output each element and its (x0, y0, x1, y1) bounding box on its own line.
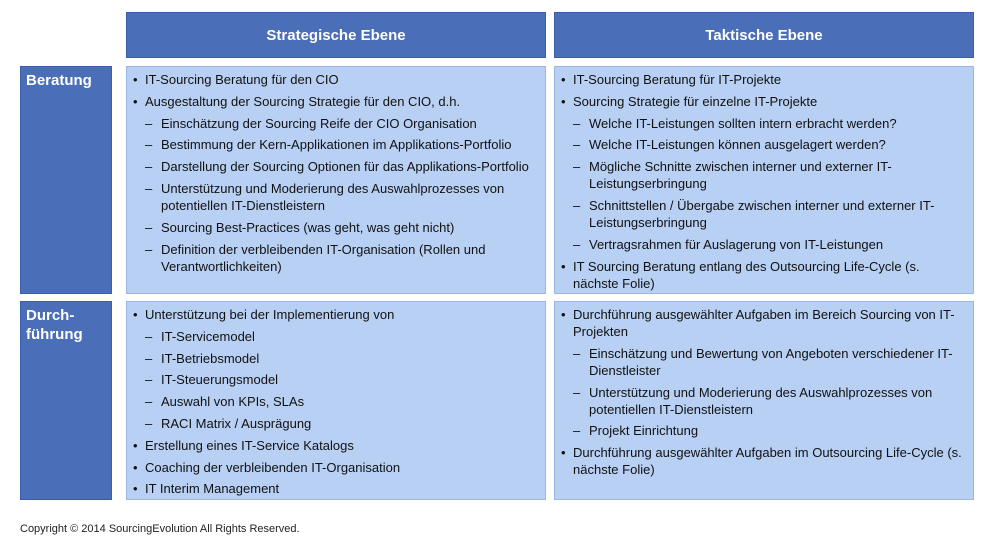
list-item-text: Sourcing Best-Practices (was geht, was geht nicht) (161, 219, 455, 235)
list-item-text: Coaching der verbleibenden IT-Organisation (145, 459, 401, 475)
list-item-text: Einschätzung und Bewertung von Angeboten verschiedener IT-Dienstleister (589, 345, 953, 378)
row-label-durchfuehrung-line1: Durch- (26, 307, 75, 324)
sub-list-item (561, 422, 965, 439)
dash-marker: – (145, 241, 153, 257)
bullet-marker: • (561, 445, 566, 461)
list-item-text: Durchführung ausgewählter Aufgaben im Outsourcing Life-Cycle (s. nächste Folie) (573, 445, 962, 478)
dash-marker: – (573, 236, 581, 252)
list-item-text: IT-Servicemodel (161, 328, 255, 344)
sub-list-item (133, 115, 537, 132)
list-item-text: IT-Sourcing Beratung für IT-Projekte (573, 72, 782, 87)
list-item (561, 93, 965, 110)
list-item-text: Bestimmung der Kern-Applikationen im Applikations-Portfolio (161, 137, 512, 153)
row-label-durchfuehrung-line2: führung (26, 326, 83, 343)
dash-marker: – (145, 350, 153, 366)
dash-marker: – (573, 115, 581, 131)
list-item-text: RACI Matrix / Ausprägung (161, 415, 312, 431)
list-item-text: IT-Steuerungsmodel (161, 372, 279, 388)
sub-list-item (133, 393, 537, 410)
bullet-marker: • (561, 307, 566, 322)
list-item (561, 444, 965, 478)
list-item-text: Erstellung eines IT-Service Katalogs (145, 437, 354, 453)
copyright-footer: Copyright © 2014 SourcingEvolution All Rights Reserved. (20, 523, 300, 535)
dash-marker: – (573, 197, 581, 213)
sub-list-item (133, 219, 537, 236)
bullet-marker: • (133, 481, 138, 497)
bullet-list (133, 71, 537, 275)
row-label-durchfuehrung (20, 301, 112, 500)
list-item (561, 71, 965, 88)
sub-list-item (133, 136, 537, 153)
bullet-marker: • (133, 72, 138, 87)
bullet-marker: • (561, 72, 566, 87)
list-item-text: IT-Betriebsmodel (161, 350, 260, 366)
bullet-marker: • (561, 258, 566, 274)
list-item (133, 71, 537, 88)
bullet-list (561, 306, 965, 478)
list-item-text: IT Interim Management (145, 481, 280, 497)
dash-marker: – (145, 219, 153, 235)
sub-list-item (561, 115, 965, 132)
dash-marker: – (145, 115, 153, 131)
column-header-tactical-label: Taktische Ebene (705, 26, 823, 44)
bullet-marker: • (133, 307, 138, 322)
list-item (561, 258, 965, 292)
list-item-text: Unterstützung und Moderierung des Auswahlprozesses von potentiellen IT-Dienstleistern (589, 384, 933, 417)
list-item-text: Ausgestaltung der Sourcing Strategie für den CIO, d.h. (145, 93, 461, 109)
bullet-marker: • (133, 459, 138, 475)
dash-marker: – (145, 415, 153, 431)
sub-list-item (561, 384, 965, 418)
sub-list-item (133, 328, 537, 345)
sub-list-item (561, 158, 965, 192)
list-item-text: Welche IT-Leistungen sollten intern erbracht werden? (589, 115, 897, 131)
sub-list-item (561, 197, 965, 231)
list-item-text: IT-Sourcing Beratung für den CIO (145, 72, 339, 87)
list-item-text: Unterstützung bei der Implementierung von (145, 307, 395, 322)
sub-list-item (561, 136, 965, 153)
dash-marker: – (145, 137, 153, 153)
list-item-text: Vertragsrahmen für Auslagerung von IT-Leistungen (589, 236, 884, 252)
list-item (133, 437, 537, 454)
list-item-text: Sourcing Strategie für einzelne IT-Projekte (573, 93, 818, 109)
list-item (561, 306, 965, 340)
sub-list-item (133, 241, 537, 275)
list-item-text: Projekt Einrichtung (589, 423, 699, 439)
dash-marker: – (573, 159, 581, 175)
list-item-text: Unterstützung und Moderierung des Auswahlprozesses von potentiellen IT-Dienstleistern (161, 180, 505, 213)
sub-list-item (561, 236, 965, 253)
bullet-marker: • (133, 437, 138, 453)
sub-list-item (133, 350, 537, 367)
row-label-beratung-text: Beratung (26, 72, 92, 89)
list-item-text: Auswahl von KPIs, SLAs (161, 394, 305, 410)
column-header-tactical (554, 12, 974, 58)
cell-durchfuehrung-strategisch (126, 301, 546, 500)
dash-marker: – (573, 423, 581, 439)
sub-list-item (133, 158, 537, 175)
list-item-text: Einschätzung der Sourcing Reife der CIO Organisation (161, 115, 477, 131)
sub-list-item (561, 345, 965, 379)
list-item-text: Mögliche Schnitte zwischen interner und externer IT-Leistungserbringung (589, 159, 892, 192)
list-item-text: IT Sourcing Beratung entlang des Outsourcing Life-Cycle (s. nächste Folie) (573, 258, 920, 291)
dash-marker: – (145, 180, 153, 196)
bullet-marker: • (561, 93, 566, 109)
cell-durchfuehrung-taktisch (554, 301, 974, 500)
column-header-strategic (126, 12, 546, 58)
list-item (133, 480, 537, 497)
bullet-list (133, 306, 537, 497)
dash-marker: – (145, 372, 153, 388)
bullet-list (561, 71, 965, 292)
dash-marker: – (145, 394, 153, 410)
dash-marker: – (573, 345, 581, 361)
column-header-strategic-label: Strategische Ebene (266, 26, 406, 44)
cell-beratung-strategisch (126, 66, 546, 294)
dash-marker: – (145, 328, 153, 344)
list-item (133, 306, 537, 323)
list-item-text: Darstellung der Sourcing Optionen für das Applikations-Portfolio (161, 159, 529, 175)
dash-marker: – (573, 384, 581, 400)
list-item-text: Schnittstellen / Übergabe zwischen interner und externer IT-Leistungserbringung (589, 197, 935, 230)
sub-list-item (133, 180, 537, 214)
list-item (133, 459, 537, 476)
sub-list-item (133, 415, 537, 432)
list-item-text: Definition der verbleibenden IT-Organisation (Rollen und Verantwortlichkeiten) (161, 241, 486, 274)
dash-marker: – (145, 159, 153, 175)
row-label-beratung (20, 66, 112, 294)
bullet-marker: • (133, 93, 138, 109)
list-item-text: Durchführung ausgewählter Aufgaben im Bereich Sourcing von IT-Projekten (573, 307, 955, 339)
sub-list-item (133, 371, 537, 388)
list-item (133, 93, 537, 110)
cell-beratung-taktisch (554, 66, 974, 294)
list-item-text: Welche IT-Leistungen können ausgelagert werden? (589, 137, 886, 153)
dash-marker: – (573, 137, 581, 153)
